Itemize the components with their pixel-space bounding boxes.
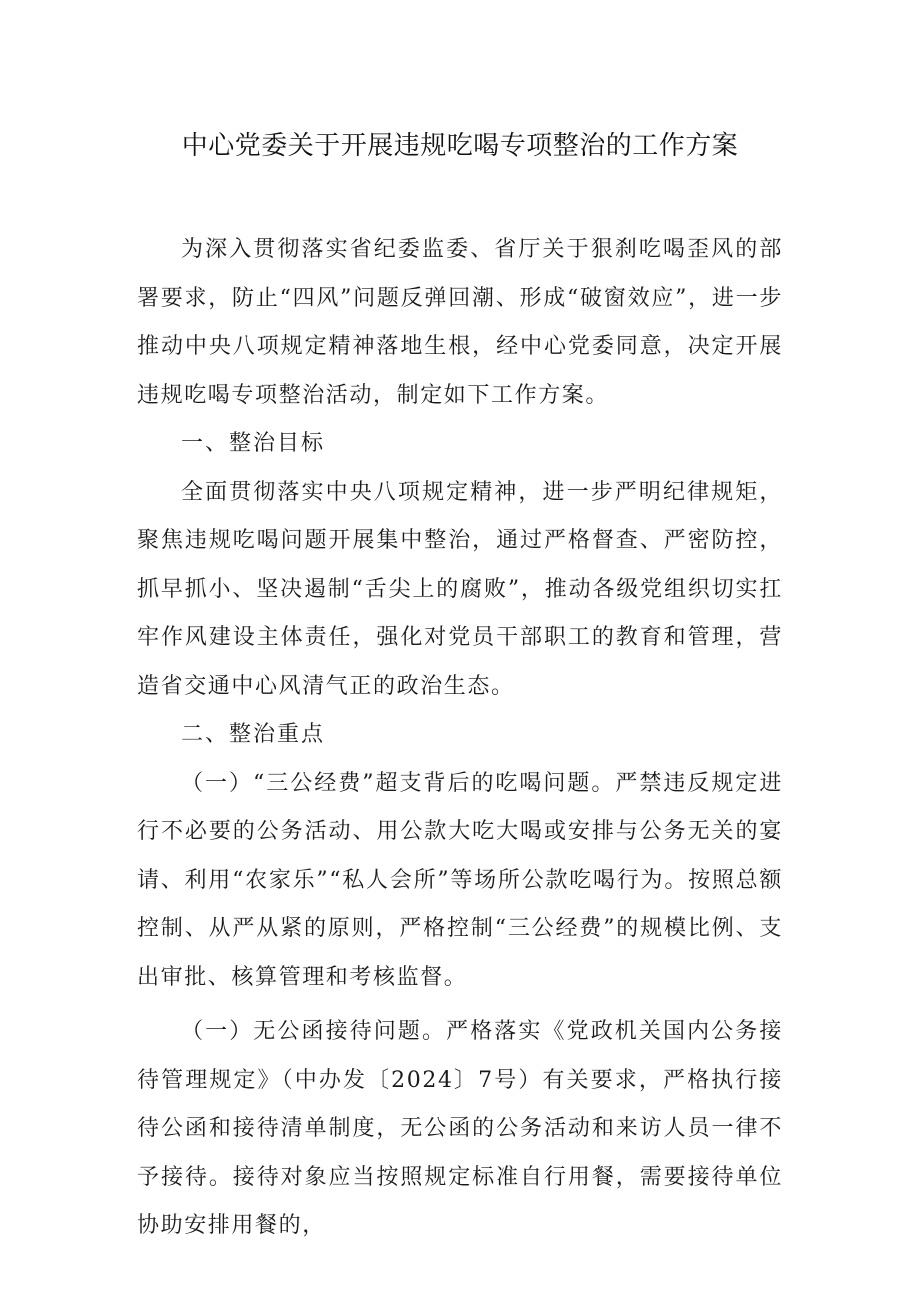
focus-paragraph-2: （一）无公函接待问题。严格落实《党政机关国内公务接待管理规定》（中办发〔2024〕7号）有关要求，严格执行接待公函和接待清单制度，无公函的公务活动和来访人员一律不予接待。接待对象应当按照规定标准自行用餐，需要接待单位协助安排用餐的， <box>137 1019 783 1238</box>
goals-paragraph: 全面贯彻落实中央八项规定精神，进一步严明纪律规矩，聚焦违规吃喝问题开展集中整治，通过严格督查、严密防控，抓早抓小、坚决遏制“舌尖上的腐败”，推动各级党组织切实扛牢作风建设主体责任，强化对党员干部职工的教育和管理，营造省交通中心风清气正的政治生态。 <box>137 479 783 699</box>
intro-paragraph: 为深入贯彻落实省纪委监委、省厅关于狠刹吃喝歪风的部署要求，防止“四风”问题反弹回潮、形成“破窗效应”，进一步推动中央八项规定精神落地生根，经中心党委同意，决定开展违规吃喝专项整治活动，制定如下工作方案。 <box>137 237 783 408</box>
section-heading-focus: 二、整治重点 <box>181 722 326 747</box>
focus-paragraph-1: （一）“三公经费”超支背后的吃喝问题。严禁违反规定进行不必要的公务活动、用公款大吃大喝或安排与公务无关的宴请、利用“农家乐”“私人会所”等场所公款吃喝行为。按照总额控制、从严从紧的原则，严格控制“三公经费”的规模比例、支出审批、核算管理和考核监督。 <box>137 770 783 990</box>
document-title: 中心党委关于开展违规吃喝专项整治的工作方案 <box>181 131 739 161</box>
section-heading-goals: 一、整治目标 <box>181 431 326 456</box>
